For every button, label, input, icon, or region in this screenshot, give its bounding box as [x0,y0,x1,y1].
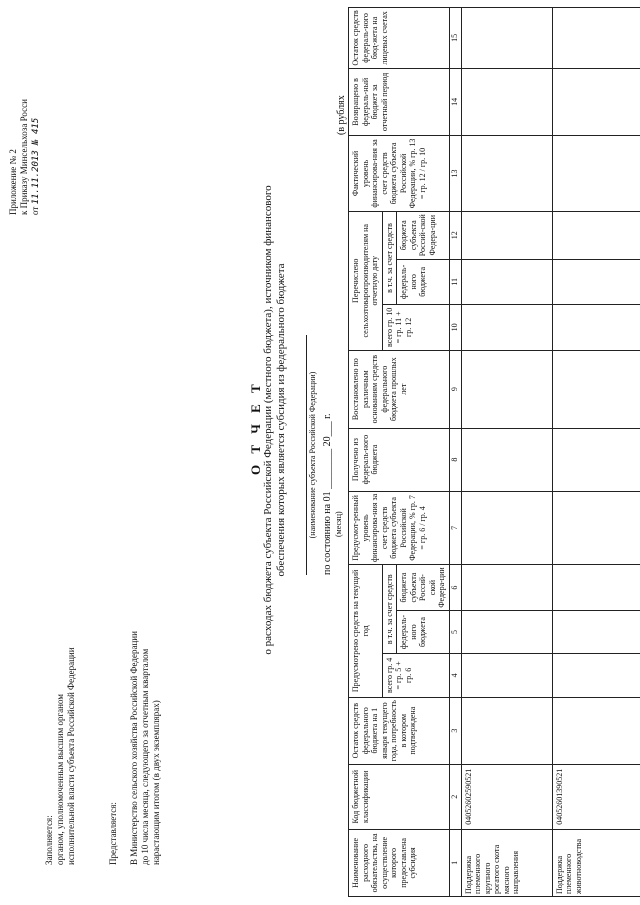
empty-cell[interactable] [461,610,552,653]
column-number-row [449,8,461,897]
header-col-2: Код бюджетной классификации [349,764,450,829]
empty-cell[interactable] [552,610,640,653]
empty-cell[interactable] [552,305,640,351]
fill-label: Заполняется: [44,815,54,865]
as-of-date: по состоянию на 01 ________ 20___ г. [322,413,333,575]
empty-cell[interactable] [552,654,640,697]
column-number: 1 [449,829,461,896]
header-col-12: бюджета субъекта Россий-ской Федера-ции [397,211,450,259]
table-header-row-1 [349,8,383,897]
header-col-14: Возвращено в федераль-ный бюджет за отчетный период [349,68,450,135]
empty-cell[interactable] [552,68,640,135]
column-number: 5 [449,610,461,653]
appendix-line-3 [30,15,42,215]
subject-caption: (наименование субъекта Российской Федерации) [308,371,317,539]
column-number: 13 [449,136,461,212]
subject-fill-line [296,335,307,575]
empty-cell[interactable] [552,259,640,305]
empty-cell[interactable] [461,654,552,697]
empty-cell[interactable] [552,8,640,69]
appendix-handwritten-date: 11.11.2013 № 415 [31,117,41,205]
header-group-transferred: Перечислено сельхозтоваропроизводителям на отчетную дату [349,211,383,350]
column-number: 10 [449,305,461,351]
header-col-11: федераль-ного бюджета [397,259,450,305]
header-col-15: Остаток средств федераль-ного бюд-жета на лицевых счетах [349,8,450,69]
empty-cell[interactable] [461,8,552,69]
header-col-4: всего гр. 4 = гр. 5 + гр. 6 [382,654,449,697]
header-col-1: Наименование расходного обязательства, на осуществление которого предоставлена субсидия [349,829,450,896]
empty-cell[interactable] [552,491,640,565]
report-subtitle: о расходах бюджета субъекта Российской Федерации (местного бюджета), источником финансового обеспечения которых является субсидия из федерального бюджета [262,185,287,655]
submit-text: В Министерство сельского хозяйства Российской Федерации до 10 числа месяца, следующего за отчетным кварталом нарастающим итогом (в двух экземплярах) [129,631,161,865]
header-col-3: Остаток средств федерального бюджета на 1 января текущего года, потребность в котором подтверждена [349,697,450,764]
column-number: 6 [449,565,461,611]
empty-cell[interactable] [461,259,552,305]
month-caption: (месяц) [334,511,343,537]
empty-cell[interactable] [461,305,552,351]
header-col-6: бюджета субъекта Россий-ской Федера-ции [397,565,450,611]
empty-cell[interactable] [552,136,640,212]
table-row [461,8,552,897]
row-code: 04052601390521 [552,764,640,829]
row-code: 04052602590521 [461,764,552,829]
header-col-13: Фактический уровень финансирова-ния за счет средств бюджета субъекта Российской Федерации, % гр. 13 = гр. 12 / гр. 10 [349,136,450,212]
empty-cell[interactable] [552,350,640,428]
submit-label: Представляется: [108,802,118,865]
column-number: 9 [449,350,461,428]
fill-text: органом, уполномоченным высшим органом исполнительной власти субъекта Российской Федерации [55,647,76,865]
empty-cell[interactable] [461,428,552,491]
column-number: 3 [449,697,461,764]
header-group-planned: Предусмотрено средств на текущий год [349,565,383,697]
submit-instructions [108,625,162,865]
units-label: (в рублях [336,95,347,135]
column-number: 8 [449,428,461,491]
empty-cell[interactable] [552,428,640,491]
appendix-line-2: к Приказу Минсельхоза Росси [19,99,29,215]
empty-cell[interactable] [552,697,640,764]
appendix-reference [8,15,42,215]
column-number: 4 [449,654,461,697]
appendix-date-prefix: от [30,206,40,215]
column-number: 2 [449,764,461,829]
header-col-7: Предусмот-ренный уровень финансирова-ния за счет средств бюджета субъекта Российской Федерации, % гр. 7 = гр. 6 / гр. 4 [349,491,450,565]
header-col-8: Получено из федераль-ного бюджета [349,428,450,491]
column-number: 15 [449,8,461,69]
row-name: Поддержка племенного животноводства [552,829,640,896]
empty-cell[interactable] [552,565,640,611]
column-number: 12 [449,211,461,259]
header-incl-planned: в т.ч. за счет средств [382,565,397,654]
empty-cell[interactable] [461,491,552,565]
column-number: 11 [449,259,461,305]
appendix-line-1: Приложение № 2 [8,149,18,215]
empty-cell[interactable] [461,697,552,764]
header-col-5: федераль-ного бюджета [397,610,450,653]
report-table [348,7,640,897]
table-row [552,8,640,897]
row-name: Поддержка племенного крупного рогатого скота мясного направления [461,829,552,896]
header-col-9: Восстановлено по различным основаниям средств федерального бюджета прошлых лет [349,350,450,428]
empty-cell[interactable] [552,211,640,259]
empty-cell[interactable] [461,136,552,212]
empty-cell[interactable] [461,211,552,259]
empty-cell[interactable] [461,565,552,611]
fill-instructions [44,635,77,865]
empty-cell[interactable] [461,68,552,135]
header-col-10: всего гр. 10 = гр. 11 + гр. 12 [382,305,449,351]
header-incl-transferred: в т.ч. за счет средств [382,211,397,304]
column-number: 14 [449,68,461,135]
report-title: О Т Ч Е Т [248,380,263,475]
empty-cell[interactable] [461,350,552,428]
column-number: 7 [449,491,461,565]
